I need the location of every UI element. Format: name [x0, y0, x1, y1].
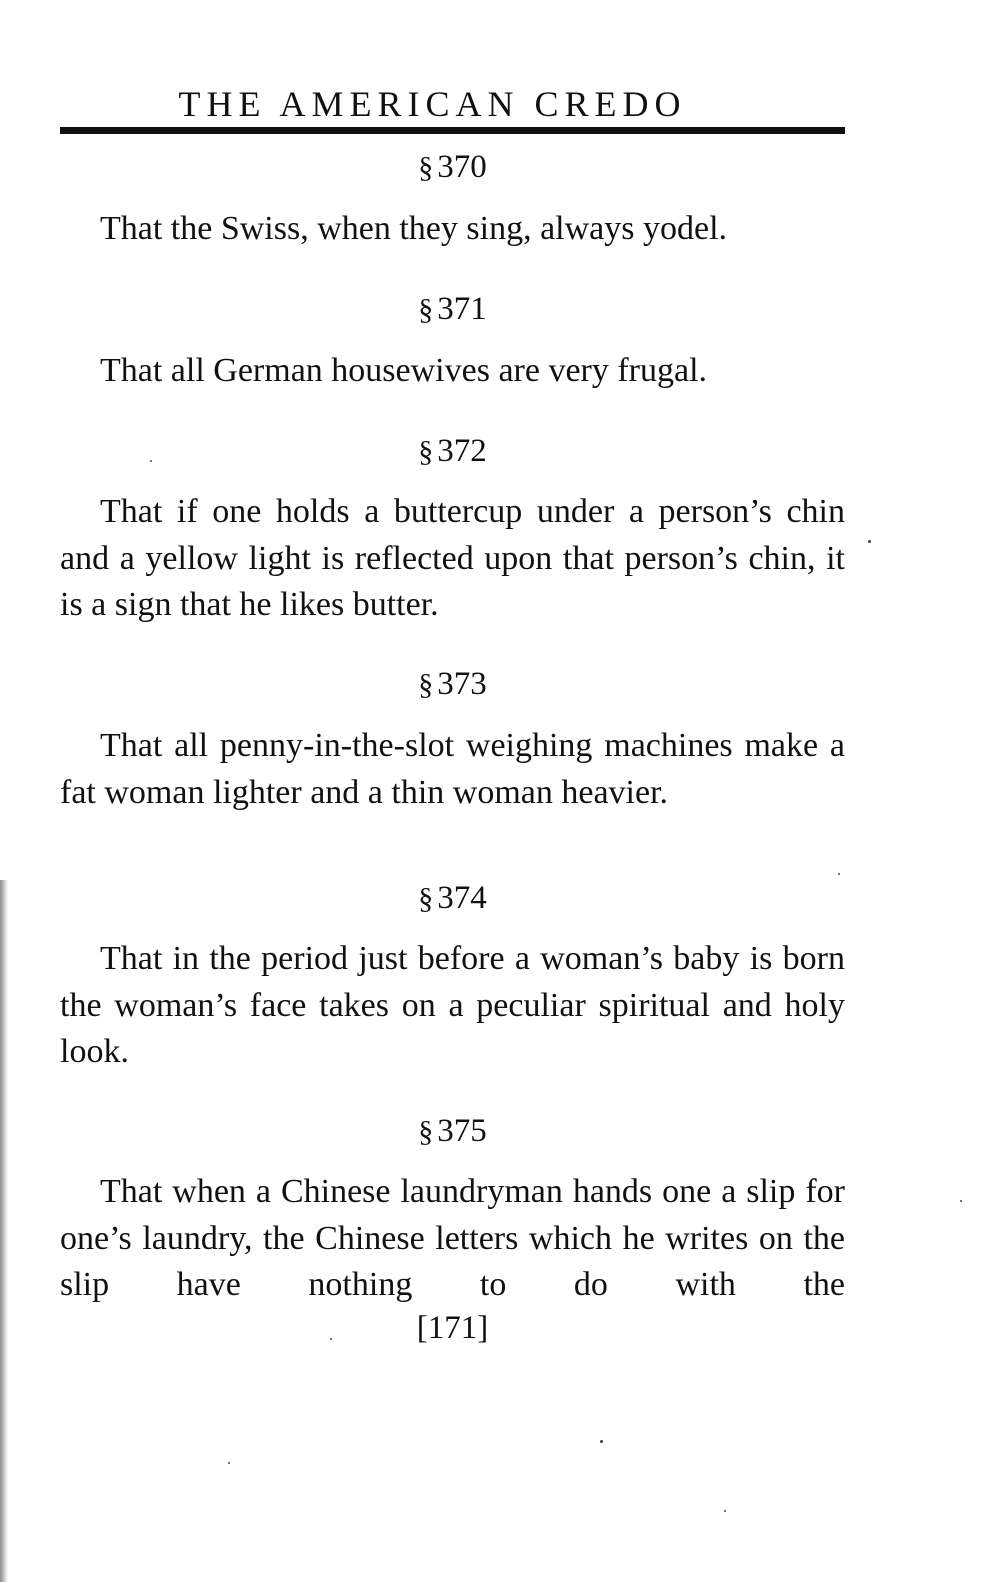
header-rule [60, 127, 845, 134]
section-sign: § [418, 882, 434, 915]
section-number [60, 664, 845, 705]
scan-speck [724, 1510, 726, 1512]
running-head-text: THE AMERICAN CREDO [178, 84, 687, 124]
scan-speck [228, 1462, 230, 1464]
entry-text: That all penny-in-the-slot weighing machines make a fat woman lighter and a thin woman heavier. [60, 727, 845, 811]
section-number [60, 147, 845, 188]
section-number-value: 373 [437, 666, 487, 702]
scan-speck [868, 540, 871, 543]
scan-speck [960, 1200, 962, 1202]
section-sign: § [418, 151, 434, 184]
section-number [60, 1111, 845, 1152]
section-sign: § [418, 435, 434, 468]
section-number-value: 372 [437, 433, 487, 469]
entry-text: That the Swiss, when they sing, always yodel. [100, 210, 728, 247]
section-number-value: 371 [437, 291, 487, 327]
scan-speck [838, 873, 840, 875]
section-sign: § [418, 293, 434, 326]
scan-speck [150, 460, 152, 462]
entry-text: That in the period just before a woman’s baby is born the woman’s face takes on a peculiar spiritual and holy look. [60, 940, 845, 1070]
section-sign: § [418, 1115, 434, 1148]
scan-speck [330, 1338, 332, 1340]
scan-speck [600, 1440, 603, 1443]
section-number [60, 431, 845, 472]
page-number: [171] [416, 1310, 489, 1346]
section-number-value: 370 [437, 149, 487, 185]
running-head [60, 82, 845, 126]
entry-text: That when a Chinese laundryman hands one a slip for one’s laundry, the Chinese letters which he writes on the slip have nothing to do with the [60, 1173, 845, 1303]
section-number-value: 374 [437, 880, 487, 916]
page-edge-shadow [0, 880, 8, 1582]
entry-text: That all German housewives are very frugal. [100, 352, 708, 389]
section-number-value: 375 [437, 1113, 487, 1149]
section-number [60, 289, 845, 330]
section-number [60, 878, 845, 919]
section-sign: § [418, 668, 434, 701]
entry-text: That if one holds a buttercup under a person’s chin and a yellow light is reflected upon that person’s chin, it is a sign that he likes butter. [60, 493, 845, 623]
